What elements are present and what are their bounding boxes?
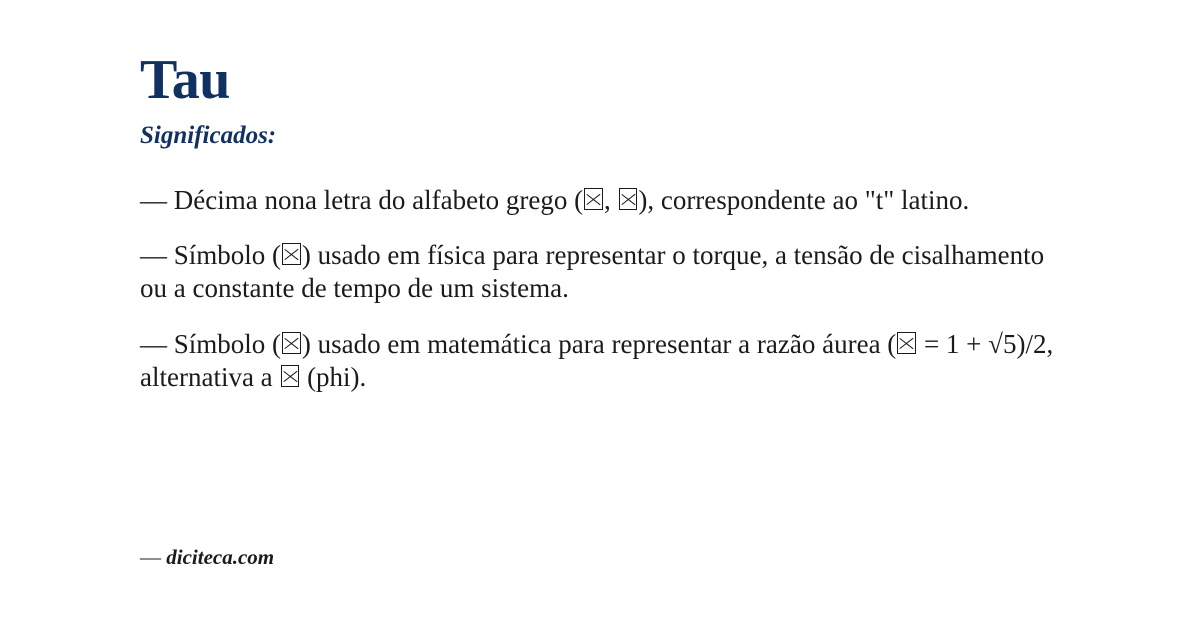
section-subtitle: Significados: [140,122,277,149]
source-name: diciteca.com [166,545,275,569]
missing-glyph-icon [282,332,301,354]
missing-glyph-icon [584,188,603,210]
missing-glyph-icon [282,243,301,265]
definition-marker: — [140,239,174,270]
definition-text: Décima nona letra do alfabeto grego ( [173,184,584,215]
definition-item [140,239,1060,306]
source-attribution [140,545,274,570]
definition-text: Símbolo ( [173,328,282,359]
missing-glyph-icon [281,365,300,387]
missing-glyph-icon [619,188,638,210]
definition-text: (phi). [300,362,367,393]
definition-text: ) usado em física para representar o torque, a tensão de cisalhamento ou a constante de tempo de um sistema. [140,239,1045,304]
page-title: Tau [140,49,230,111]
definition-text: = 1 + √5)/2, alternativa a [140,328,1054,393]
definition-text: Símbolo ( [173,239,282,270]
missing-glyph-icon [897,332,916,354]
definition-marker: — [140,328,174,359]
footer-dash: — [140,545,161,569]
definition-item [140,328,1060,395]
definition-text: , [603,184,618,215]
definition-text: ) usado em matemática para representar a razão áurea ( [301,328,897,359]
definition-marker: — [140,184,174,215]
definition-item [140,184,1060,217]
definitions-list [140,184,1060,395]
definition-text: ), correspondente ao "t" latino. [638,184,970,215]
